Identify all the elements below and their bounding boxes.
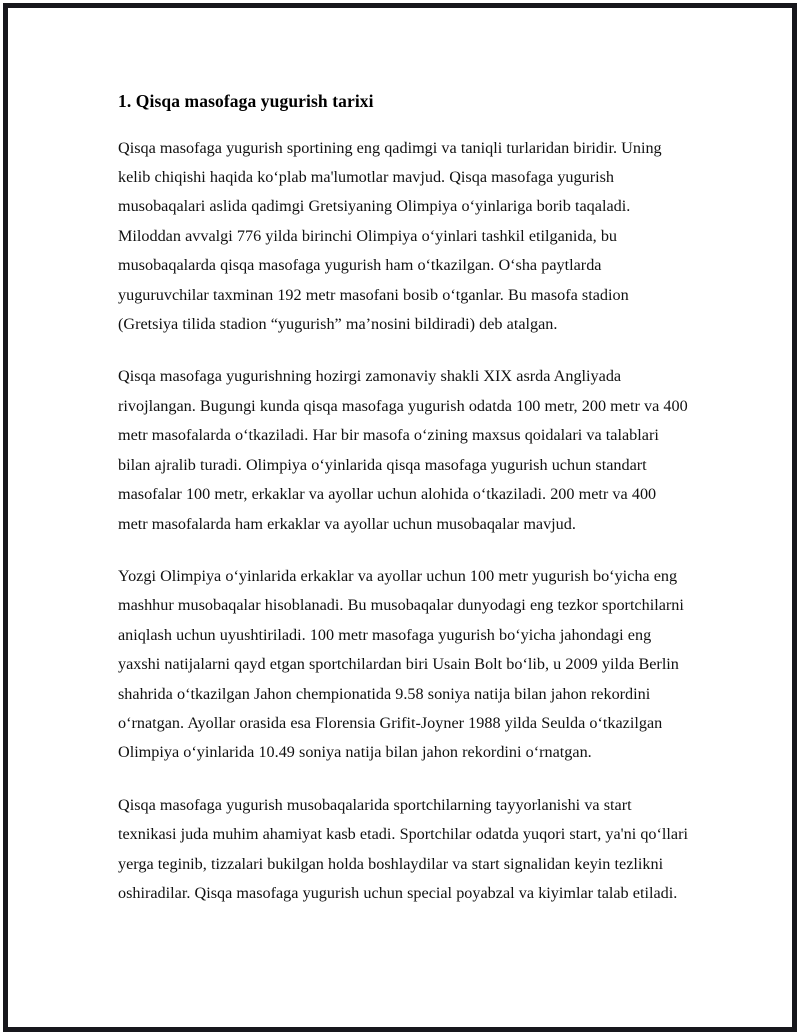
document-text-column: [118, 90, 688, 908]
page-title: 1. Qisqa masofaga yugurish tarixi: [118, 91, 374, 111]
document-page: [8, 8, 792, 1027]
paragraph-history-origins: Qisqa masofaga yugurish sportining eng qadimgi va taniqli turlaridan biridir. Uning kelib chiqishi haqida koʻplab ma'lumotlar mavjud. Qisqa masofaga yugurish musobaqalari aslida qadimgi Gretsiyaning Olimpiya oʻyinlariga borib taqaladi. Miloddan avvalgi 776 yilda birinchi Olimpiya oʻyinlari tashkil etilganida, bu musobaqalarda qisqa masofaga yugurish ham oʻtkazilgan. Oʻsha paytlarda yuguruvchilar taxminan 192 metr masofani bosib oʻtganlar. Bu masofa stadion (Gretsiya tilida stadion “yugurish” ma’nosini bildiradi) deb atalgan.: [118, 138, 662, 334]
paragraph-modern-distances: Qisqa masofaga yugurishning hozirgi zamonaviy shakli XIX asrda Angliyada rivojlangan. Bugungi kunda qisqa masofaga yugurish odatda 100 metr, 200 metr va 400 metr masofalarda oʻtkaziladi. Har bir masofa oʻzining maxsus qoidalari va talablari bilan ajralib turadi. Olimpiya oʻyinlarida qisqa masofaga yugurish uchun standart masofalar 100 metr, erkaklar va ayollar uchun alohida oʻtkaziladi. 200 metr va 400 metr masofalarda ham erkaklar va ayollar uchun musobaqalar mavjud.: [118, 367, 688, 533]
page-border-frame: [3, 3, 797, 1032]
paragraph-world-records: Yozgi Olimpiya oʻyinlarida erkaklar va ayollar uchun 100 metr yugurish boʻyicha eng mashhur musobaqalar hisoblanadi. Bu musobaqalar dunyodagi eng tezkor sportchilarni aniqlash uchun uyushtiriladi. 100 metr masofaga yugurish boʻyicha jahondagi eng yaxshi natijalarni qayd etgan sportchilardan biri Usain Bolt boʻlib, u 2009 yilda Berlin shahrida oʻtkazilgan Jahon chempionatida 9.58 soniya natija bilan jahon rekordini oʻrnatgan. Ayollar orasida esa Florensia Grifit-Joyner 1988 yilda Seulda oʻtkazilgan Olimpiya oʻyinlarida 10.49 soniya natija bilan jahon rekordini oʻrnatgan.: [118, 566, 684, 762]
paragraph-start-technique: Qisqa masofaga yugurish musobaqalarida sportchilarning tayyorlanishi va start texnikasi juda muhim ahamiyat kasb etadi. Sportchilar odatda yuqori start, ya'ni qoʻllari yerga teginib, tizzalari bukilgan holda boshlaydilar va start signalidan keyin tezlikni oshiradilar. Qisqa masofaga yugurish uchun special poyabzal va kiyimlar talab etiladi.: [118, 795, 688, 902]
